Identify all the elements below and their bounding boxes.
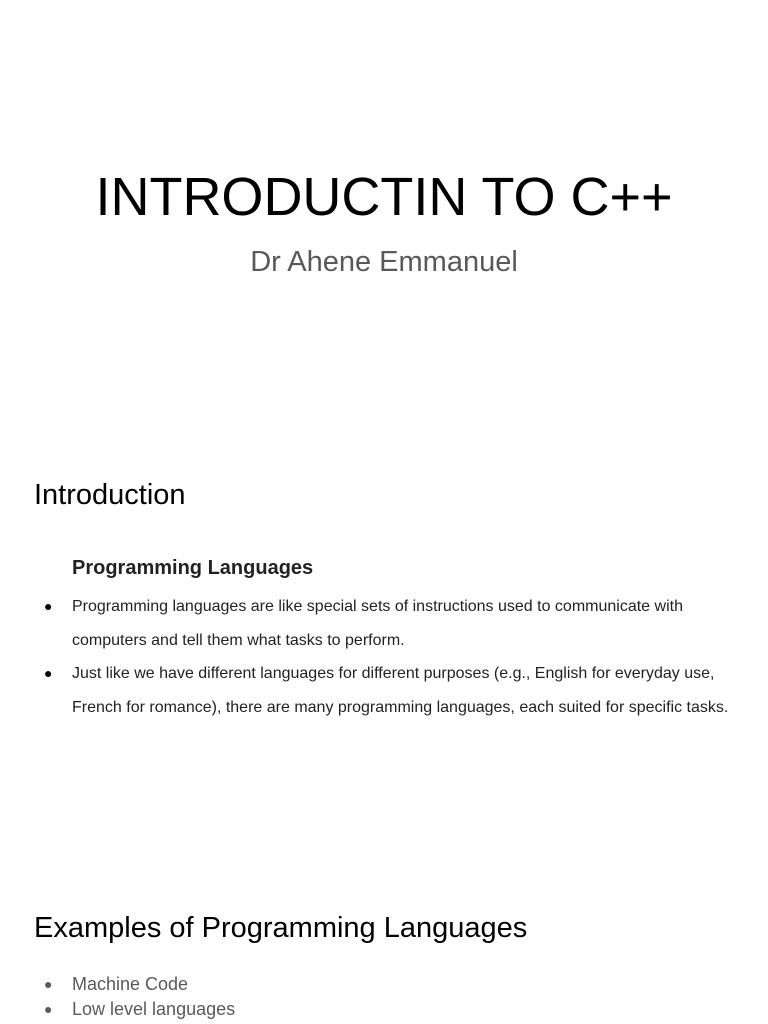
bullet-icon: ● [44,665,53,681]
slide-subtitle: Dr Ahene Emmanuel [250,246,518,278]
list-item [44,657,744,724]
intro-heading: Introduction [34,479,186,511]
list-item [44,590,744,657]
bullet-icon: ● [44,598,53,614]
list-item-text: Machine Code [72,974,189,994]
slide-title: INTRODUCTIN TO C++ [95,167,673,227]
intro-subheading: Programming Languages [72,557,314,579]
intro-bullet-list [44,590,744,724]
list-item [44,972,744,997]
list-item-text: Low level languages [72,999,236,1019]
list-item-text: Just like we have different languages for different purposes (e.g., English for everyday use, French for romance), there are many programming languages, each suited for specific tasks. [72,665,729,716]
examples-bullet-list [44,972,744,1022]
bullet-icon: ● [44,1001,53,1017]
list-item-text: Programming languages are like special sets of instructions used to communicate with computers and tell them what tasks to perform. [72,598,683,649]
list-item [44,997,744,1022]
bullet-icon: ● [44,976,53,992]
examples-heading: Examples of Programming Languages [34,912,528,944]
